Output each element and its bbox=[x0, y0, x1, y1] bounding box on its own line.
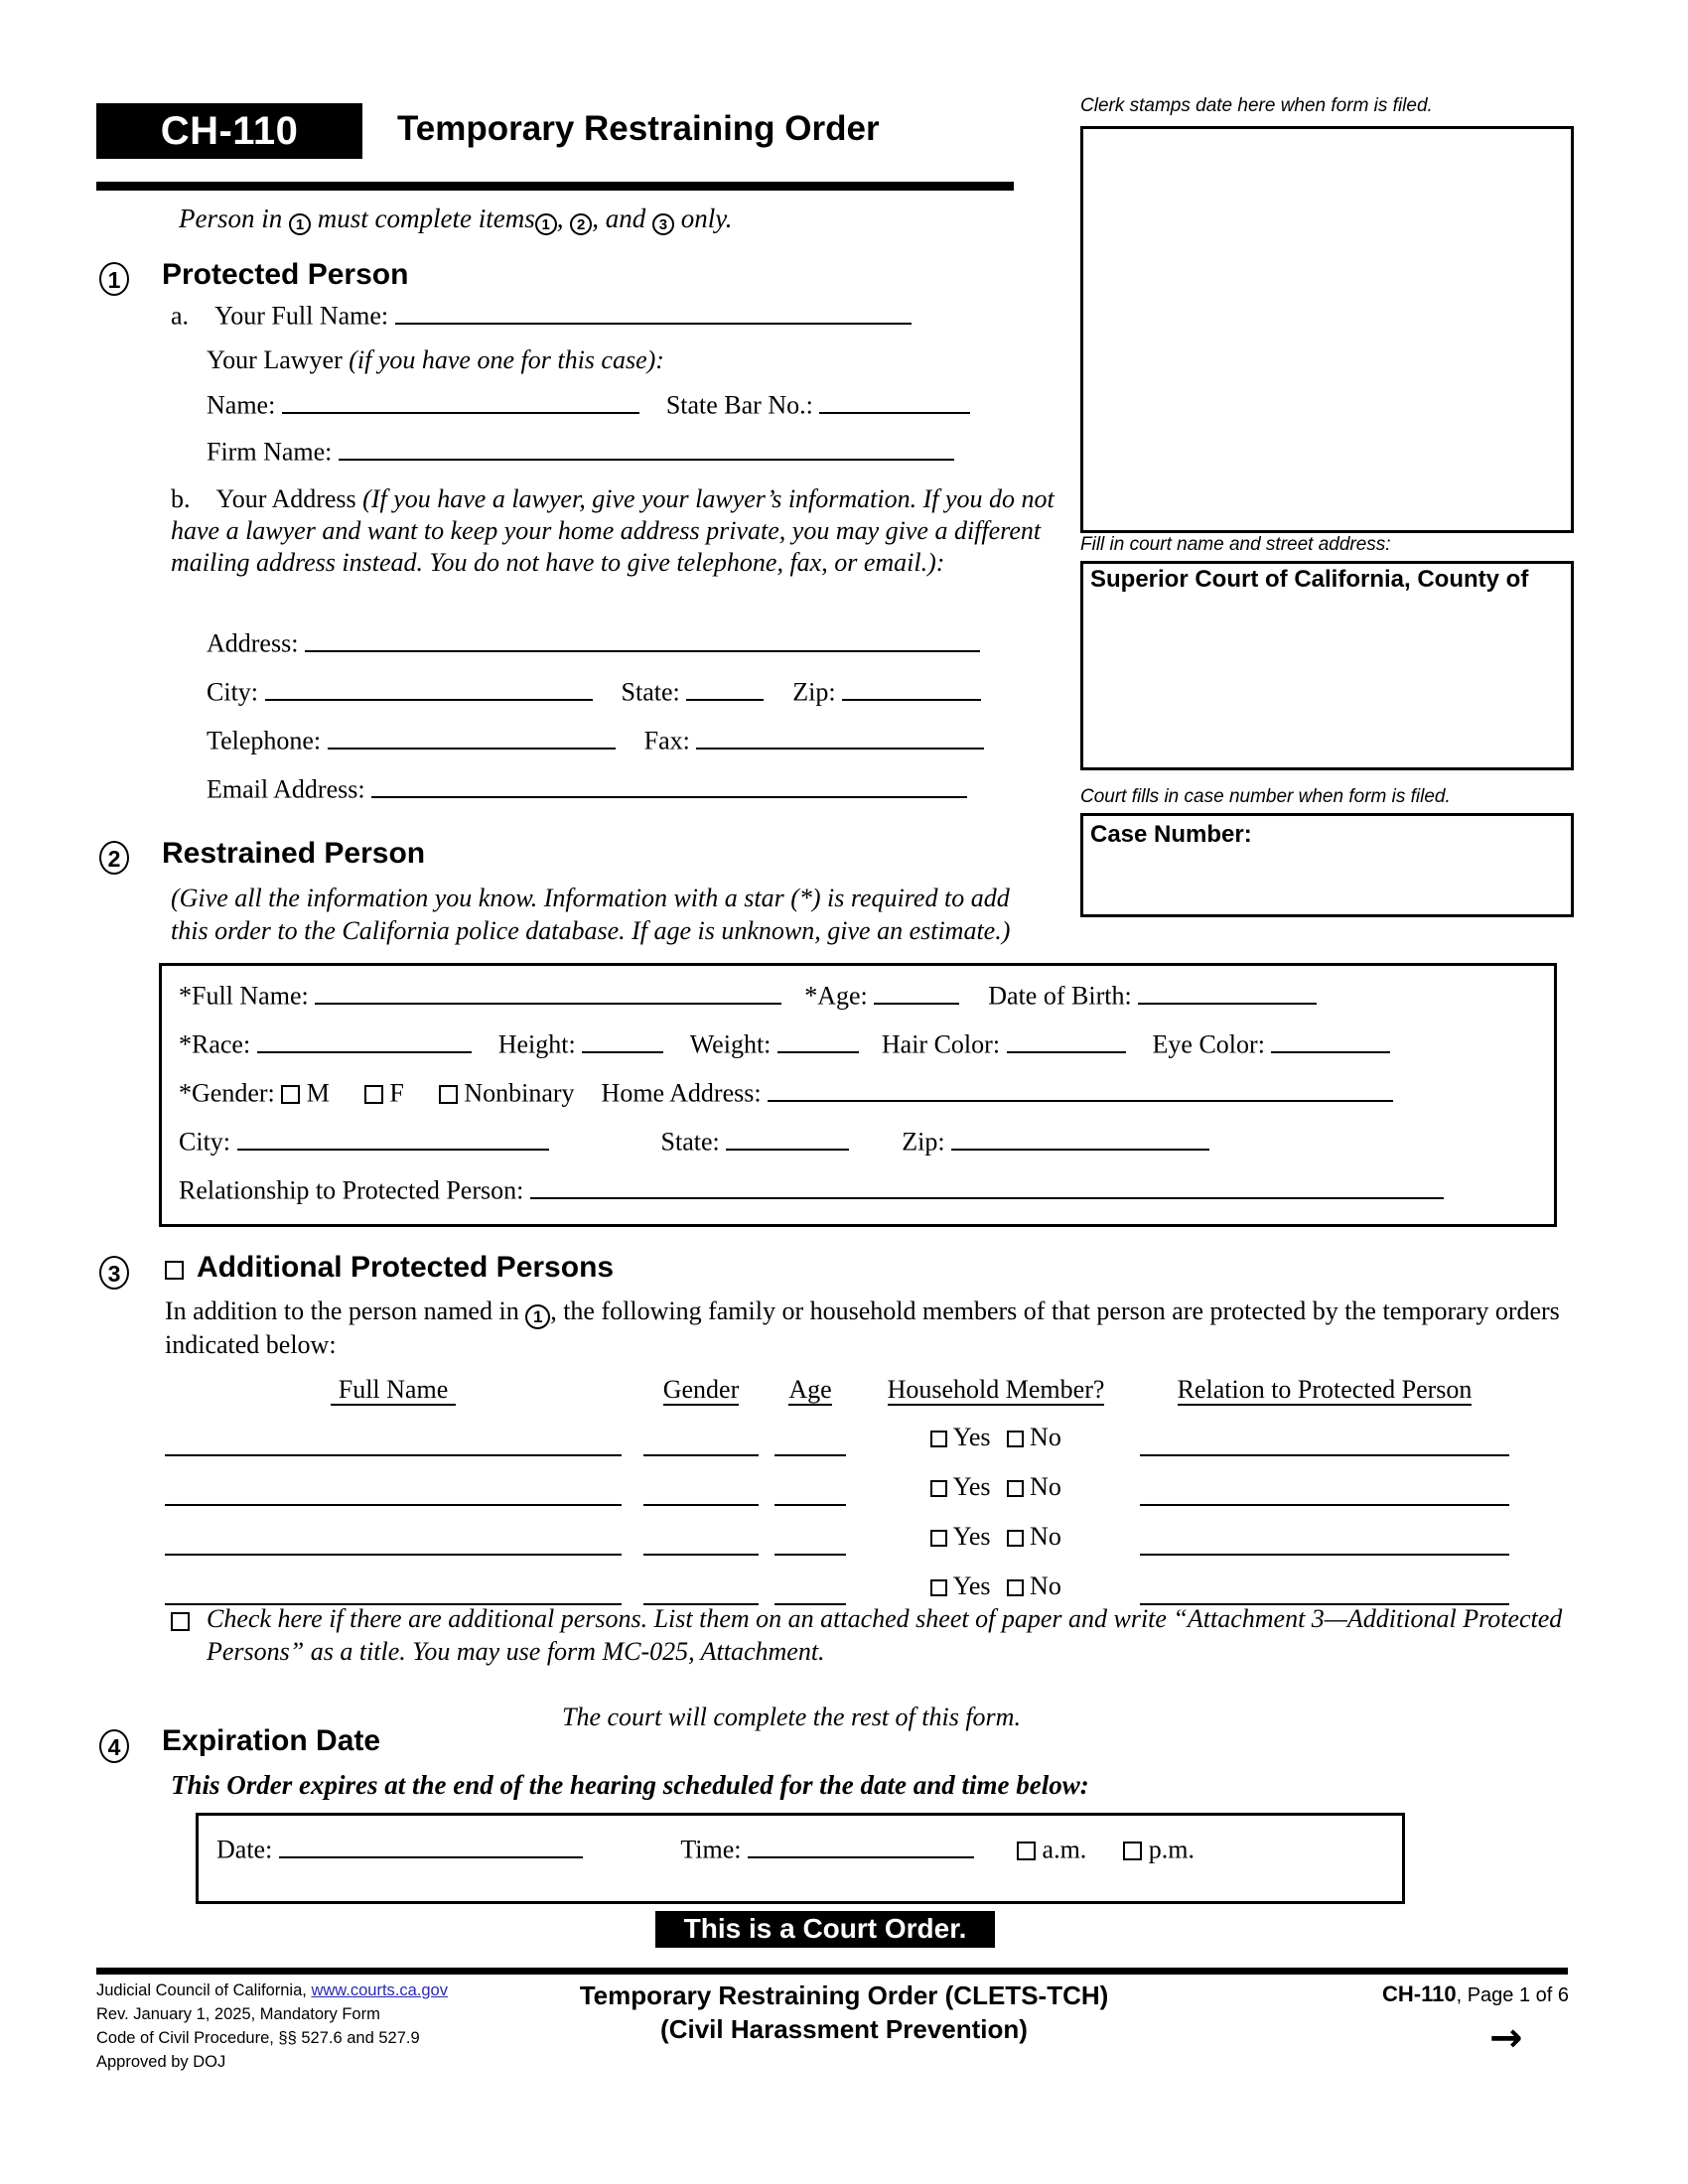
footer-council-text: Judicial Council of California, bbox=[96, 1981, 312, 1999]
row-household-no-label: No bbox=[1030, 1423, 1061, 1451]
item-3-number-icon: 3 bbox=[99, 1256, 129, 1290]
restrained-full-name-label: *Full Name: bbox=[179, 981, 309, 1011]
row-relation-input[interactable] bbox=[1140, 1464, 1509, 1506]
restrained-city-input[interactable] bbox=[237, 1124, 549, 1151]
address-note: (If you have a lawyer, give your lawyer’s information. If you do not have a lawyer and want to keep your home address private, you may give a different mailing address instead. You do not have to give telephone, fax, or email.): bbox=[171, 484, 1055, 577]
row-household-no-label: No bbox=[1030, 1522, 1061, 1551]
restrained-zip-label: Zip: bbox=[902, 1127, 945, 1157]
instruction-text-prefix: Person in bbox=[179, 204, 283, 233]
instruction-text-mid2: , and bbox=[592, 204, 646, 233]
item-1-heading: Protected Person bbox=[162, 258, 409, 291]
restrained-city-label: City: bbox=[179, 1127, 231, 1157]
step-ref-3-icon: 2 bbox=[570, 213, 592, 235]
gender-nonbinary-label: Nonbinary bbox=[464, 1078, 575, 1108]
item-3-intro-part1: In addition to the person named in bbox=[165, 1297, 519, 1325]
restrained-age-label: *Age: bbox=[804, 981, 868, 1011]
row-age-input[interactable] bbox=[774, 1464, 846, 1506]
lawyer-name-input[interactable] bbox=[282, 387, 639, 414]
row-full-name-input[interactable] bbox=[165, 1464, 622, 1506]
restrained-physical-row bbox=[179, 1026, 1390, 1060]
row-household-no-checkbox[interactable] bbox=[1007, 1579, 1024, 1596]
item-1b-marker: b. bbox=[171, 484, 191, 513]
court-name-label: Fill in court name and street address: bbox=[1080, 534, 1391, 555]
row-full-name-input[interactable] bbox=[165, 1415, 622, 1456]
item-1a-marker: a. bbox=[171, 301, 190, 331]
restrained-height-input[interactable] bbox=[582, 1026, 663, 1053]
state-bar-label: State Bar No.: bbox=[665, 390, 813, 420]
row-household-yes-checkbox[interactable] bbox=[930, 1431, 947, 1447]
footer-line-3: Code of Civil Procedure, §§ 527.6 and 527.9 bbox=[96, 2028, 420, 2047]
column-header-gender: Gender bbox=[662, 1375, 740, 1404]
restrained-dob-input[interactable] bbox=[1138, 978, 1317, 1005]
email-input[interactable] bbox=[371, 771, 967, 798]
column-header-full-name: Full Name bbox=[331, 1375, 457, 1406]
more-persons-attachment-text: Check here if there are additional persons. List them on an attached sheet of paper and write “Attachment 3—Additional Protected Persons” as a title. You may use form MC-025, Attachment. bbox=[207, 1604, 1563, 1667]
table-row bbox=[165, 1556, 1509, 1605]
restrained-relationship-input[interactable] bbox=[530, 1172, 1444, 1199]
clerk-stamp-box[interactable] bbox=[1080, 126, 1574, 533]
restrained-city-state-zip-row bbox=[179, 1124, 1209, 1158]
footer-line-4: Approved by DOJ bbox=[96, 2052, 226, 2071]
table-header-row bbox=[165, 1375, 1509, 1407]
am-checkbox[interactable] bbox=[1017, 1842, 1036, 1860]
expiration-time-input[interactable] bbox=[748, 1832, 974, 1858]
instruction-text-suffix: only. bbox=[680, 204, 733, 233]
footer-line-2: Rev. January 1, 2025, Mandatory Form bbox=[96, 2004, 380, 2023]
fax-input[interactable] bbox=[696, 723, 984, 750]
city-input[interactable] bbox=[265, 674, 593, 701]
gender-female-label: F bbox=[389, 1078, 404, 1108]
table-row bbox=[165, 1456, 1509, 1506]
row-full-name-input[interactable] bbox=[165, 1564, 622, 1605]
row-gender-input[interactable] bbox=[643, 1415, 759, 1456]
restrained-race-label: *Race: bbox=[179, 1029, 251, 1059]
row-household-no-label: No bbox=[1030, 1472, 1061, 1501]
row-relation-input[interactable] bbox=[1140, 1564, 1509, 1605]
full-name-label: Your Full Name: bbox=[214, 301, 389, 331]
address-label: Your Address bbox=[215, 484, 356, 513]
state-bar-input[interactable] bbox=[819, 387, 970, 414]
restrained-full-name-input[interactable] bbox=[315, 978, 781, 1005]
footer-form-code: CH-110 bbox=[1381, 1981, 1457, 2006]
restrained-weight-label: Weight: bbox=[689, 1029, 772, 1059]
restrained-home-address-input[interactable] bbox=[768, 1075, 1393, 1102]
lawyer-name-label: Name: bbox=[207, 390, 276, 420]
row-household-yes-label: Yes bbox=[952, 1472, 991, 1501]
row-household-no-checkbox[interactable] bbox=[1007, 1480, 1024, 1497]
step-ref-1-icon: 1 bbox=[289, 213, 311, 235]
gender-nonbinary-checkbox[interactable] bbox=[439, 1085, 458, 1104]
pm-label: p.m. bbox=[1148, 1835, 1196, 1864]
restrained-race-input[interactable] bbox=[257, 1026, 472, 1053]
pm-checkbox[interactable] bbox=[1123, 1842, 1142, 1860]
address-row bbox=[207, 625, 980, 659]
footer-form-title: Temporary Restraining Order (CLETS-TCH) bbox=[579, 1980, 1109, 2010]
lawyer-row bbox=[207, 345, 664, 375]
address-input[interactable] bbox=[305, 625, 980, 652]
restrained-hair-color-input[interactable] bbox=[1007, 1026, 1126, 1053]
firm-name-input[interactable] bbox=[339, 434, 954, 461]
restrained-state-label: State: bbox=[660, 1127, 720, 1157]
gender-male-label: M bbox=[306, 1078, 330, 1108]
restrained-dob-label: Date of Birth: bbox=[988, 981, 1132, 1011]
court-order-banner: This is a Court Order. bbox=[655, 1911, 995, 1948]
row-full-name-input[interactable] bbox=[165, 1514, 622, 1556]
row-household-no-checkbox[interactable] bbox=[1007, 1530, 1024, 1547]
form-code-badge: CH-110 bbox=[96, 103, 362, 159]
expiration-date-label: Date: bbox=[216, 1835, 273, 1864]
email-row bbox=[207, 771, 967, 805]
full-name-input[interactable] bbox=[395, 298, 912, 325]
row-household-no-label: No bbox=[1030, 1571, 1061, 1600]
footer-line-1 bbox=[96, 1979, 448, 2003]
item-2-heading: Restrained Person bbox=[162, 837, 426, 870]
email-label: Email Address: bbox=[207, 774, 365, 804]
lawyer-label: Your Lawyer bbox=[207, 345, 343, 374]
footer-legal-block bbox=[96, 1979, 448, 2075]
instruction-comma: , bbox=[556, 204, 564, 233]
clerk-stamp-label: Clerk stamps date here when form is filed. bbox=[1080, 95, 1433, 116]
case-number-field-label: Case Number: bbox=[1090, 821, 1252, 848]
restrained-zip-input[interactable] bbox=[951, 1124, 1209, 1151]
case-number-instruction-label: Court fills in case number when form is filed. bbox=[1080, 786, 1451, 807]
instruction-line bbox=[179, 204, 732, 235]
lawyer-name-row bbox=[207, 387, 970, 421]
form-title: Temporary Restraining Order bbox=[397, 109, 880, 148]
restrained-name-age-dob-row bbox=[179, 978, 1317, 1012]
row-household-no-checkbox[interactable] bbox=[1007, 1431, 1024, 1447]
step-ref-4-icon: 3 bbox=[652, 213, 674, 235]
instruction-text-mid1: must complete items bbox=[317, 204, 535, 233]
item-4-heading: Expiration Date bbox=[162, 1724, 381, 1757]
state-label: State: bbox=[621, 677, 680, 707]
restrained-gender-label: *Gender: bbox=[179, 1078, 275, 1108]
additional-persons-table bbox=[165, 1375, 1559, 1605]
footer-page-block bbox=[1321, 1981, 1569, 2007]
restrained-home-address-label: Home Address: bbox=[601, 1078, 762, 1108]
row-age-input[interactable] bbox=[774, 1514, 846, 1556]
restrained-relationship-row bbox=[179, 1172, 1444, 1206]
restrained-weight-input[interactable] bbox=[777, 1026, 859, 1053]
step-ref-2-icon: 1 bbox=[535, 213, 557, 235]
city-label: City: bbox=[207, 677, 259, 707]
court-completes-rest-note: The court will complete the rest of this form. bbox=[562, 1703, 1021, 1731]
item-1-number-icon: 1 bbox=[99, 262, 129, 296]
additional-protected-persons-checkbox[interactable] bbox=[165, 1261, 184, 1280]
row-household-yes-checkbox[interactable] bbox=[930, 1480, 947, 1497]
telephone-fax-row bbox=[207, 723, 984, 756]
row-household-yes-label: Yes bbox=[952, 1423, 991, 1451]
footer-page-number: , Page 1 of 6 bbox=[1456, 1984, 1569, 2006]
item-3-step-ref-icon: 1 bbox=[525, 1304, 550, 1329]
table-row bbox=[165, 1407, 1509, 1456]
firm-name-label: Firm Name: bbox=[207, 437, 333, 467]
restrained-relationship-label: Relationship to Protected Person: bbox=[179, 1175, 524, 1205]
zip-label: Zip: bbox=[792, 677, 836, 707]
row-gender-input[interactable] bbox=[643, 1514, 759, 1556]
am-label: a.m. bbox=[1042, 1835, 1087, 1864]
row-household-yes-checkbox[interactable] bbox=[930, 1579, 947, 1596]
zip-input[interactable] bbox=[842, 674, 981, 701]
state-input[interactable] bbox=[686, 674, 764, 701]
row-household-yes-checkbox[interactable] bbox=[930, 1530, 947, 1547]
item-3-intro bbox=[165, 1296, 1565, 1362]
expiration-subtitle: This Order expires at the end of the hearing scheduled for the date and time below: bbox=[171, 1770, 1089, 1800]
restrained-height-label: Height: bbox=[497, 1029, 576, 1059]
expiration-date-time-row bbox=[216, 1832, 1195, 1865]
lawyer-note: (if you have one for this case): bbox=[349, 345, 664, 374]
fax-label: Fax: bbox=[643, 726, 690, 755]
restrained-eye-color-input[interactable] bbox=[1271, 1026, 1390, 1053]
court-name-value: Superior Court of California, County of bbox=[1090, 566, 1529, 593]
protected-person-name-row bbox=[171, 298, 912, 332]
row-age-input[interactable] bbox=[774, 1415, 846, 1456]
header-divider-rule bbox=[96, 182, 1014, 191]
row-relation-input[interactable] bbox=[1140, 1514, 1509, 1556]
address-instructions-block bbox=[171, 483, 1064, 579]
restrained-state-input[interactable] bbox=[726, 1124, 849, 1151]
gender-female-checkbox[interactable] bbox=[364, 1085, 383, 1104]
footer-form-subtitle: (Civil Harassment Prevention) bbox=[660, 2013, 1028, 2044]
next-page-arrow-icon: → bbox=[1489, 2015, 1523, 2061]
row-household-yes-label: Yes bbox=[952, 1571, 991, 1600]
item-4-number-icon: 4 bbox=[99, 1729, 129, 1763]
item-3-heading: Additional Protected Persons bbox=[197, 1251, 615, 1284]
row-gender-input[interactable] bbox=[643, 1464, 759, 1506]
address-field-label: Address: bbox=[207, 628, 299, 658]
city-state-zip-row bbox=[207, 674, 981, 708]
item-3-intro-part2: , the following family or household members of that person are protected by the temporary orders indicated below: bbox=[165, 1297, 1560, 1359]
column-header-household-member: Household Member? bbox=[887, 1375, 1105, 1404]
courts-website-link[interactable]: www.courts.ca.gov bbox=[311, 1981, 448, 1999]
row-household-yes-label: Yes bbox=[952, 1522, 991, 1551]
item-2-number-icon: 2 bbox=[99, 841, 129, 875]
row-gender-input[interactable] bbox=[643, 1564, 759, 1605]
expiration-time-label: Time: bbox=[680, 1835, 742, 1864]
restrained-eye-color-label: Eye Color: bbox=[1152, 1029, 1265, 1059]
table-row bbox=[165, 1506, 1509, 1556]
restrained-gender-address-row bbox=[179, 1075, 1393, 1109]
more-persons-attachment-checkbox[interactable] bbox=[171, 1612, 190, 1631]
restrained-hair-color-label: Hair Color: bbox=[881, 1029, 1001, 1059]
row-relation-input[interactable] bbox=[1140, 1415, 1509, 1456]
restrained-age-input[interactable] bbox=[874, 978, 959, 1005]
row-age-input[interactable] bbox=[774, 1564, 846, 1605]
gender-male-checkbox[interactable] bbox=[281, 1085, 300, 1104]
footer-form-title-block bbox=[467, 1979, 1221, 2047]
firm-name-row bbox=[207, 434, 954, 468]
expiration-date-input[interactable] bbox=[279, 1832, 583, 1858]
footer-divider-rule bbox=[96, 1968, 1568, 1975]
column-header-age: Age bbox=[788, 1375, 832, 1404]
telephone-input[interactable] bbox=[328, 723, 616, 750]
restrained-person-note: (Give all the information you know. Information with a star (*) is required to add this order to the California police database. If age is unknown, give an estimate.) bbox=[171, 884, 1011, 945]
telephone-label: Telephone: bbox=[207, 726, 322, 755]
column-header-relation: Relation to Protected Person bbox=[1177, 1375, 1473, 1404]
